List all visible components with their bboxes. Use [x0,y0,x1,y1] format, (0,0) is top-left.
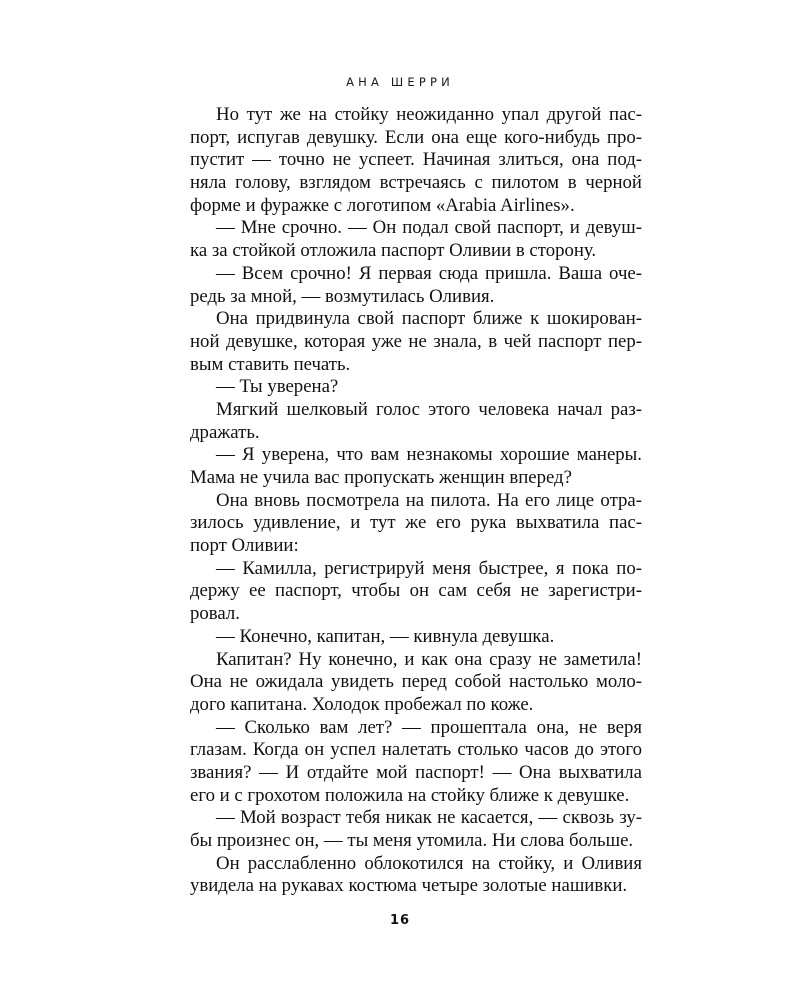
text-line: вым ставить печать. [190,353,351,375]
text-line: ной девушке, которая уже не знала, в чей паспорт пер- [190,330,642,352]
text-line: — Сколько вам лет? — прошептала она, не веря [216,716,642,738]
text-line: — Мне срочно. — Он подал свой паспорт, и девуш- [216,217,642,239]
text-line: ровал. [190,603,240,625]
text-line: — Ты уверена? [216,376,339,398]
text-line: держу ее паспорт, чтобы он сам себя не зарегистри- [190,580,642,602]
text-line: дого капитана. Холодок пробежал по коже. [190,693,534,715]
text-line: Мама не учила вас пропускать женщин вперед? [190,467,572,488]
text-line: увидела на рукавах костюма четыре золотые нашивки. [190,875,628,897]
text-line: редь за мной, — возмутилась Оливия. [190,285,495,307]
text-line: порт, испугав девушку. Если она еще кого-нибудь про- [190,126,642,148]
text-line: — Мой возраст тебя никак не касается, — сквозь зу- [216,807,642,829]
text-line: — Конечно, капитан, — кивнула девушка. [216,625,555,647]
text-line: глазам. Когда он успел налетать столько часов до этого [190,739,642,761]
text-line: Она вновь посмотрела на пилота. На его лице отра- [216,489,642,511]
text-line: Она не ожидала увидеть перед собой настолько моло- [190,671,642,693]
text-line: порт Оливии: [190,535,299,557]
text-line: зилось удивление, и тут же его рука выхватила пас- [190,512,642,534]
text-line: няла голову, взглядом встречаясь с пилотом в черной [190,172,642,194]
text-line: его и с грохотом положила на стойку ближе к девушке. [190,784,630,806]
text-line: ка за стойкой отложила паспорт Оливии в сторону. [190,240,597,262]
text-line: — Всем срочно! Я первая сюда пришла. Ваша оче- [216,262,642,284]
running-head-author: АНА ШЕРРИ [346,75,454,89]
text-line: пустит — точно не успеет. Начиная злиться, она под- [190,149,642,171]
text-line: бы произнес он, — ты меня утомила. Ни слова больше. [190,830,634,851]
body-text [190,104,642,898]
text-line: — Камилла, регистрируй меня быстрее, я пока по- [216,557,642,579]
text-line: Он расслабленно облокотился на стойку, и Оливия [216,852,642,874]
text-line: Она придвинула свой паспорт ближе к шокирован- [216,308,642,330]
text-line: дражать. [190,421,260,443]
text-line: звания? — И отдайте мой паспорт! — Она выхватила [190,761,642,783]
text-line: Мягкий шелковый голос этого человека начал раз- [216,398,642,420]
text-line: Но тут же на стойку неожиданно упал другой пас- [216,104,642,125]
text-line: Капитан? Ну конечно, и как она сразу не заметила! [216,648,642,670]
page-number: 16 [389,913,411,928]
text-line: — Я уверена, что вам незнакомы хорошие манеры. [216,444,642,466]
text-line: форме и фуражке с логотипом «Arabia Airlines». [190,194,575,216]
